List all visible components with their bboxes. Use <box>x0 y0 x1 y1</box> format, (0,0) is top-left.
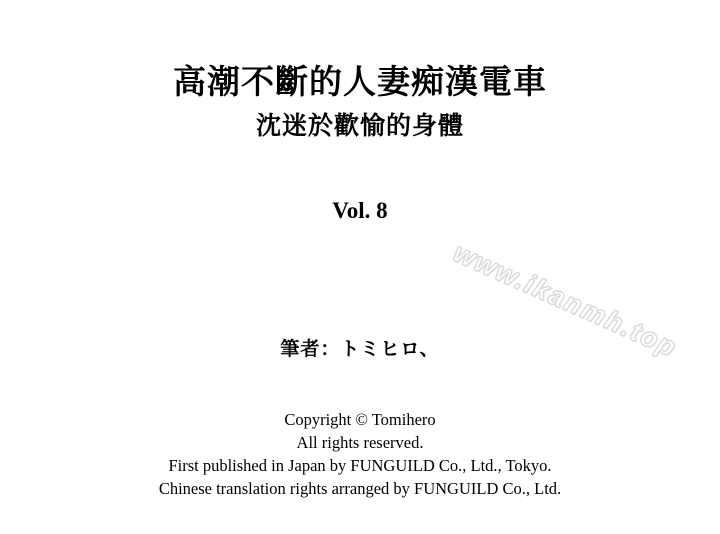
watermark-text: www.ikanmh.top <box>449 237 682 363</box>
copyright-line: Copyright © Tomihero <box>284 410 436 429</box>
volume-label: Vol. 8 <box>332 198 388 223</box>
page-title: 高潮不斷的人妻痴漢電車 <box>173 62 547 101</box>
translation-rights-line: Chinese translation rights arranged by FUNGUILD Co., Ltd. <box>158 479 562 498</box>
rights-line: All rights reserved. <box>296 433 424 452</box>
title-block <box>0 60 720 144</box>
copyright-block <box>0 408 720 500</box>
publisher-line: First published in Japan by FUNGUILD Co., Ltd., Tokyo. <box>168 456 552 475</box>
page-subtitle: 沈迷於歡愉的身體 <box>255 111 464 140</box>
author-credit: 筆者：トミヒロ、 <box>280 338 440 360</box>
